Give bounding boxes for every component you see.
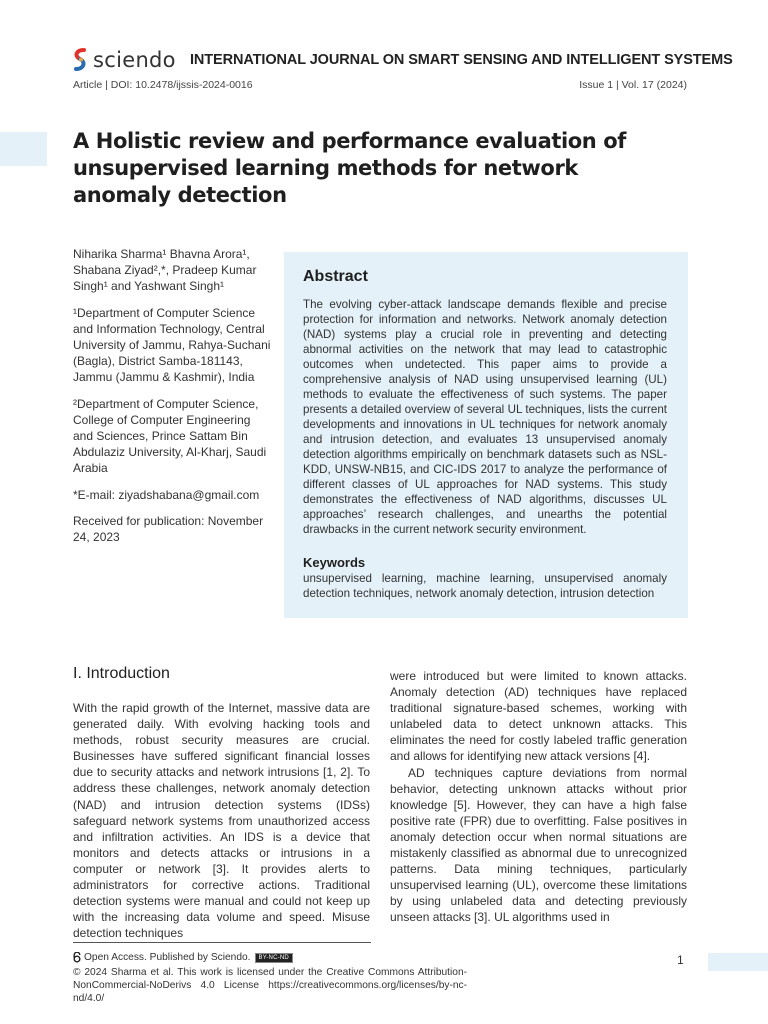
- abstract-heading: Abstract: [303, 268, 368, 285]
- affiliation-2: ²Department of Computer Science, College of Computer Engineering and Sciences, Prince Sattam Bin Abdulaziz University, Al-Kharj, Saudi Arabia: [73, 396, 267, 476]
- cc-license-icon: BY-NC-ND: [255, 953, 293, 963]
- footer-divider: [73, 942, 371, 943]
- license-text: © 2024 Sharma et al. This work is licensed under the Creative Commons Attribution-NonCommercial-NoDerivs 4.0 License https://creativecommons.org/licenses/by-nc-nd/4.0/: [73, 967, 467, 1004]
- issue-volume: Issue 1 | Vol. 17 (2024): [579, 79, 687, 91]
- sciendo-logo: [72, 48, 176, 72]
- author-info: [73, 246, 273, 555]
- page-number: 1: [677, 953, 684, 967]
- abstract-text: The evolving cyber-attack landscape demands flexible and precise protection for information and networks. Network anomaly detection (NAD) systems play a crucial role in preventing and detecting abnormal activities on the network that may lead to catastrophic outcomes when undetected. This paper aims to provide a comprehensive analysis of NAD using unsupervised learning (UL) methods to evaluate the effectiveness of such systems. The paper presents a detailed overview of several UL techniques, lists the current developments and innovations in UL techniques for network anomaly and intrusion detection, and evaluates 13 unsupervised anomaly detection algorithms empirically on benchmark datasets such as NSL-KDD, UNSW-NB15, and CIC-IDS 2017 to analyze the performance of different classes of UL approaches for NAD systems. This study demonstrates the effectiveness of NAD algorithms, discusses UL approaches’ research challenges, and unearths the potential drawbacks in the current network security environment.: [303, 298, 667, 536]
- body-column-right: [390, 668, 687, 926]
- page-tab-decoration: [708, 953, 768, 971]
- body-column-left: [73, 700, 370, 941]
- article-doi: Article | DOI: 10.2478/ijssis-2024-0016: [73, 79, 253, 91]
- keywords-text: unsupervised learning, machine learning, unsupervised anomaly detection techniques, network anomaly detection, intrusion detection: [303, 572, 667, 600]
- journal-name: INTERNATIONAL JOURNAL ON SMART SENSING AND INTELLIGENT SYSTEMS: [190, 52, 733, 68]
- open-access-text: Open Access. Published by Sciendo.: [84, 952, 251, 963]
- authors: Niharika Sharma¹ Bhavna Arora¹, Shabana Ziyad²,*, Pradeep Kumar Singh¹ and Yashwant Singh¹: [73, 247, 257, 294]
- logo-text: sciendo: [93, 48, 176, 72]
- side-tab-decoration: [0, 132, 47, 166]
- received-date: Received for publication: November 24, 2023: [73, 513, 264, 545]
- intro-paragraph-1: With the rapid growth of the Internet, massive data are generated daily. With evolving hacking tools and methods, robust security measures are crucial. Businesses have suffered significant financial losses due to security attacks and network intrusions [1, 2]. To address these challenges, network anomaly detection (NAD) and intrusion detection systems (IDSs) safeguard network systems from unauthorized access and infiltration activities. An IDS is a device that monitors and detects attacks or intrusions in a computer or network [3]. It provides alerts to administrators for corrective actions. Traditional detection systems were manual and could not keep up with the increasing data volume and speed. Misuse detection techniques: [73, 701, 370, 941]
- intro-paragraph-2: were introduced but were limited to known attacks. Anomaly detection (AD) techniques have replaced traditional signature-based schemes, working with unlabeled data to detect unknown attacks. This eliminates the need for costly labeled traffic generation and allows for identifying new attack versions [4].: [390, 669, 687, 764]
- section-heading-introduction: I. Introduction: [73, 665, 170, 682]
- sciendo-logo-icon: [72, 48, 88, 72]
- keywords-heading: Keywords: [303, 555, 366, 570]
- affiliation-1: ¹Department of Computer Science and Information Technology, Central University of Jammu, Rahya-Suchani (Bagla), District Samba-181143, Jammu (Jammu & Kashmir), India: [73, 305, 271, 385]
- corresponding-email: *E-mail: ziyadshabana@gmail.com: [73, 487, 260, 502]
- open-access-line: [73, 952, 293, 963]
- open-access-icon: [73, 952, 81, 963]
- paper-title: A Holistic review and performance evaluation of unsupervised learning methods for network anomaly detection: [73, 129, 627, 207]
- intro-paragraph-3: AD techniques capture deviations from normal behavior, detecting unknown attacks without prior knowledge [5]. However, they can have a high false positive rate (FPR) due to overfitting. False positives in anomaly detection occur when normal situations are mistakenly classified as abnormal due to unrecognized patterns. Data mining techniques, particularly unsupervised learning (UL), overcome these limitations by using unlabeled data and detecting previously unseen attacks [3]. UL algorithms used in: [390, 765, 687, 925]
